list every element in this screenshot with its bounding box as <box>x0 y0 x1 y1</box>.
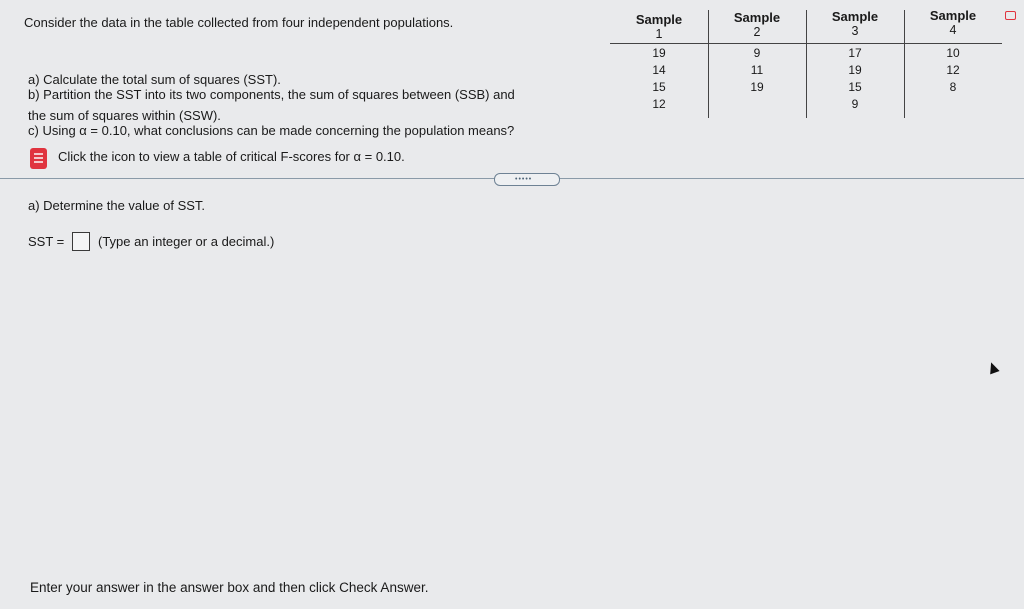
part-b-instruction: b) Partition the SST into its two components, the sum of squares between (SSB) and <box>28 87 515 102</box>
table-cell: 14 <box>652 63 666 77</box>
data-table <box>610 10 1002 120</box>
part-c-instruction: c) Using α = 0.10, what conclusions can be made concerning the population means? <box>28 123 515 138</box>
column-number: 4 <box>949 23 957 37</box>
column-sample-2 <box>708 10 806 96</box>
column-sample-3 <box>806 9 904 113</box>
column-header: Sample <box>635 12 683 27</box>
table-cell: 8 <box>949 80 957 94</box>
book-icon[interactable] <box>30 148 47 169</box>
table-cell: 12 <box>652 97 666 111</box>
footer-instructions: Enter your answer in the answer box and then click Check Answer. <box>30 580 429 595</box>
table-cell: 15 <box>848 80 862 94</box>
part-a-instruction: a) Calculate the total sum of squares (SST). <box>28 72 281 87</box>
table-cell: 19 <box>652 46 666 60</box>
grip-dots: ••••• <box>515 176 533 183</box>
table-cell: 19 <box>848 63 862 77</box>
part-b-instruction-cont: the sum of squares within (SSW). <box>28 108 221 123</box>
table-cell: 17 <box>848 46 862 60</box>
column-number: 3 <box>851 24 859 38</box>
table-cell: 15 <box>652 80 666 94</box>
column-header: Sample <box>733 10 781 25</box>
mouse-cursor-icon <box>986 361 999 375</box>
expand-icon[interactable] <box>1005 11 1016 20</box>
table-cell: 9 <box>851 97 859 111</box>
critical-f-table-link[interactable]: Click the icon to view a table of critical F-scores for α = 0.10. <box>58 149 405 164</box>
table-cell: 9 <box>753 46 761 60</box>
part-a-heading: a) Determine the value of SST. <box>28 198 206 213</box>
answer-format-hint: (Type an integer or a decimal.) <box>98 234 275 249</box>
sst-label: SST = <box>28 234 65 249</box>
column-number: 1 <box>655 27 663 41</box>
intro-text: Consider the data in the table collected from four independent populations. <box>24 15 454 30</box>
column-number: 2 <box>753 25 761 39</box>
table-cell: 10 <box>946 46 960 60</box>
column-header: Sample <box>929 8 977 23</box>
table-cell: 11 <box>750 63 764 77</box>
pane-resize-handle[interactable] <box>494 173 560 186</box>
column-sample-4 <box>904 8 1002 96</box>
column-header: Sample <box>831 9 879 24</box>
sst-answer-input[interactable] <box>72 232 90 251</box>
table-cell: 12 <box>946 63 960 77</box>
column-sample-1 <box>610 12 708 113</box>
table-cell: 19 <box>750 80 764 94</box>
